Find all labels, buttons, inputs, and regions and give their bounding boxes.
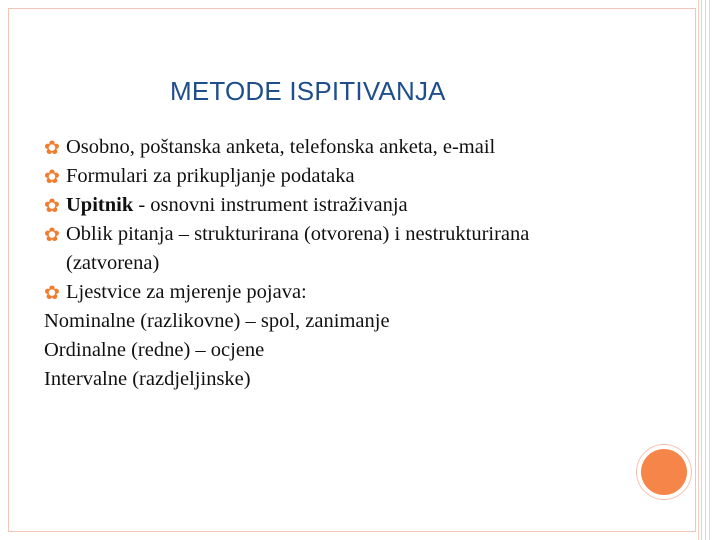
right-decoration-band [696,0,720,540]
star-bullet-icon: ✿ [44,282,60,304]
bullet-text: Formulari za prikupljanje podataka [66,165,355,187]
bullet-item [44,162,664,191]
star-bullet-icon: ✿ [44,166,60,188]
bullet-item [44,191,664,220]
star-bullet-icon: ✿ [44,137,60,159]
bullet-continuation: (zatvorena) [66,252,160,274]
scale-line-nominal: Nominalne (razlikovne) – spol, zanimanje [44,310,390,332]
bullet-text: Ljestvice za mjerenje pojava: [66,281,307,303]
bullet-item [44,220,664,249]
scale-line-ordinal: Ordinalne (redne) – ocjene [44,339,265,361]
bullet-text: Osobno, poštanska anketa, telefonska anketa, e-mail [66,136,496,158]
bullet-item [44,278,664,307]
star-bullet-icon: ✿ [44,195,60,217]
star-bullet-icon: ✿ [44,224,60,246]
slide-title: METODE ISPITIVANJA [170,76,446,106]
decorative-circle [641,449,687,495]
bullet-text: - osnovni instrument istraživanja [133,194,408,216]
slide-content [44,133,664,394]
bullet-item [44,133,664,162]
scale-line-interval: Intervalne (razdjeljinske) [44,368,251,390]
bullet-bold-text: Upitnik [66,194,134,216]
bullet-text: Oblik pitanja – strukturirana (otvorena) i nestrukturirana [66,223,530,245]
